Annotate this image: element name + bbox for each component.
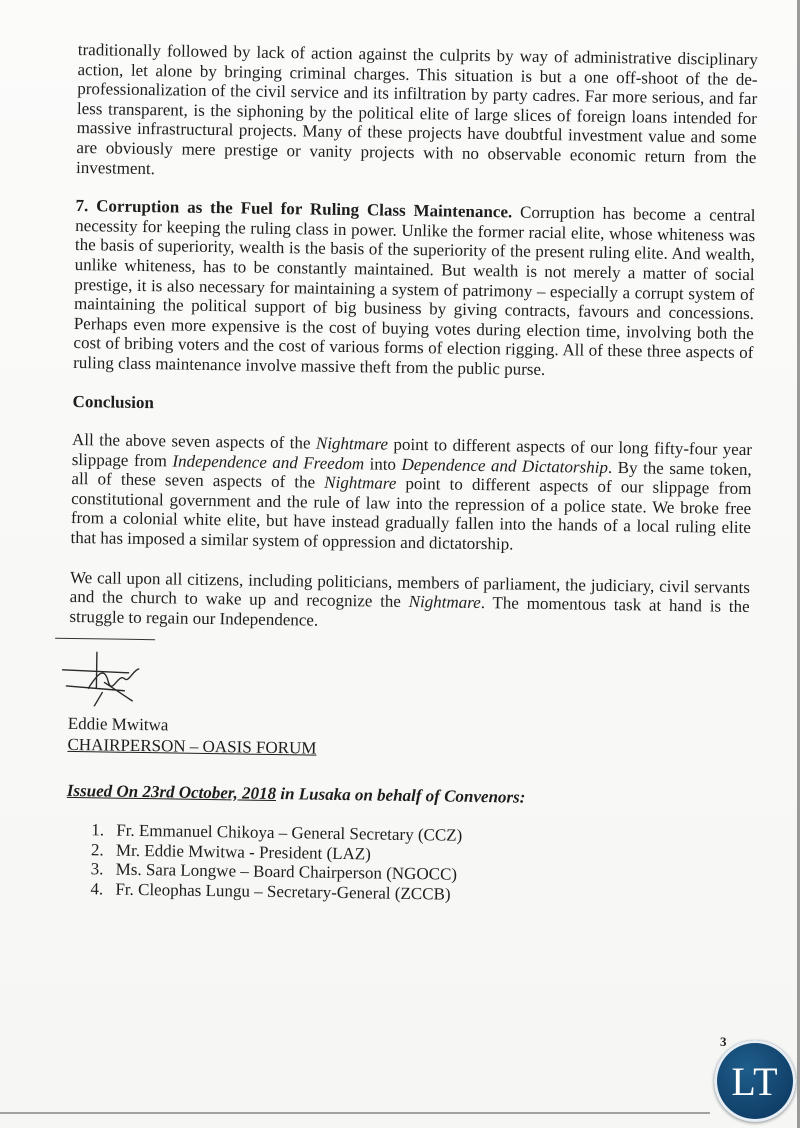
section-7-body: Corruption has become a central necessity for keeping the ruling class in power. Unlike the former racial elite, whose whiteness was the basis of superiority, wealth is the basis of the superiority of the present ruling elite. And wealth, unlike whiteness, has to be constantly maintained. But wealth is not merely a matter of social prestige, it is also necessary for maintaining a system of patrimony – especially a corrupt system of maintaining the political support of big business by giving contracts, favours and concessions. Perhaps even more expensive is the cost of buying votes during election time, involving both the cost of bribing voters and the cost of various forms of election rigging. All of these three aspects of ruling class maintenance involve massive theft from the public purse. bbox=[73, 202, 756, 379]
logo-text: LT bbox=[731, 1058, 779, 1104]
page-bottom-edge bbox=[0, 1112, 710, 1114]
italic-run: Nightmare bbox=[324, 472, 397, 494]
text-run: point to different aspects of our long fifty-four year slippage from bbox=[71, 434, 753, 471]
text-run: All the above seven aspects of the bbox=[71, 430, 317, 453]
signature-line bbox=[55, 638, 155, 640]
list-item: 1. Fr. Emmanuel Chikoya – General Secretary (CCZ) bbox=[108, 821, 746, 850]
conclusion-paragraph-1 bbox=[70, 430, 752, 558]
signer-title: CHAIRPERSON – OASIS FORUM bbox=[67, 734, 317, 758]
italic-run: Nightmare bbox=[315, 433, 389, 454]
intro-paragraph: traditionally followed by lack of action against the culprits by way of administrative disciplinary action, let alone by bringing criminal charges. This situation is but a one off-shoot of the de-professionalization of the civil service and its infiltration by party cadres. Far more serious, and far less transparent, is the siphoning by the political elite of large slices of foreign loans intended for massive infrastructural projects. Many of these projects have doubtful investment value and some are obviously mere prestige or vanity projects with no observable economic return from the investment. bbox=[75, 40, 758, 178]
conclusion-heading: Conclusion bbox=[72, 391, 155, 412]
signature-area bbox=[68, 634, 749, 724]
issued-date: Issued On 23rd October, 2018 bbox=[66, 780, 277, 803]
section-7-paragraph bbox=[73, 196, 756, 382]
text-run: into bbox=[363, 453, 402, 474]
italic-run: Nightmare bbox=[408, 592, 481, 613]
signer-name: Eddie Mwitwa bbox=[67, 714, 169, 735]
list-item: 4. Fr. Cleophas Lungu – Secretary-General (ZCCB) bbox=[107, 880, 745, 909]
text-run: . By the same token, all of these seven aspects of the bbox=[71, 457, 752, 492]
section-7-heading: 7. Corruption as the Fuel for Ruling Class Maintenance. bbox=[75, 196, 513, 222]
lusaka-times-logo bbox=[714, 1040, 796, 1122]
text-run: . The momentous task at hand is the struggle to regain our Independence. bbox=[69, 593, 750, 630]
text-run: point to different aspects of our slippage from constitutional government and the rule of law into the repression of a police state. We broke free from a colonial white elite, but have instead gradually fallen into the hands of a local ruling elite that has imposed a similar system of oppression and dictatorship. bbox=[70, 474, 752, 554]
list-item: 2. Mr. Eddie Mwitwa - President (LAZ) bbox=[108, 840, 746, 869]
handwritten-signature bbox=[58, 642, 159, 707]
list-item: 3. Ms. Sara Longwe – Board Chairperson (NGOCC) bbox=[108, 860, 746, 889]
italic-run: Independence and Freedom bbox=[172, 451, 365, 473]
issued-line bbox=[67, 781, 747, 811]
document-body bbox=[65, 40, 758, 909]
page-number: 3 bbox=[720, 1034, 727, 1049]
issued-rest: in Lusaka on behalf of Convenors: bbox=[275, 783, 526, 807]
italic-run: Dependence and Dictatorship bbox=[401, 454, 609, 477]
text-run: We call upon all citizens, including politicians, members of parliament, the judiciary, civil servants and the church to wake up and recognize the bbox=[69, 567, 751, 612]
convenors-list bbox=[65, 820, 746, 908]
conclusion-paragraph-2 bbox=[69, 568, 750, 637]
